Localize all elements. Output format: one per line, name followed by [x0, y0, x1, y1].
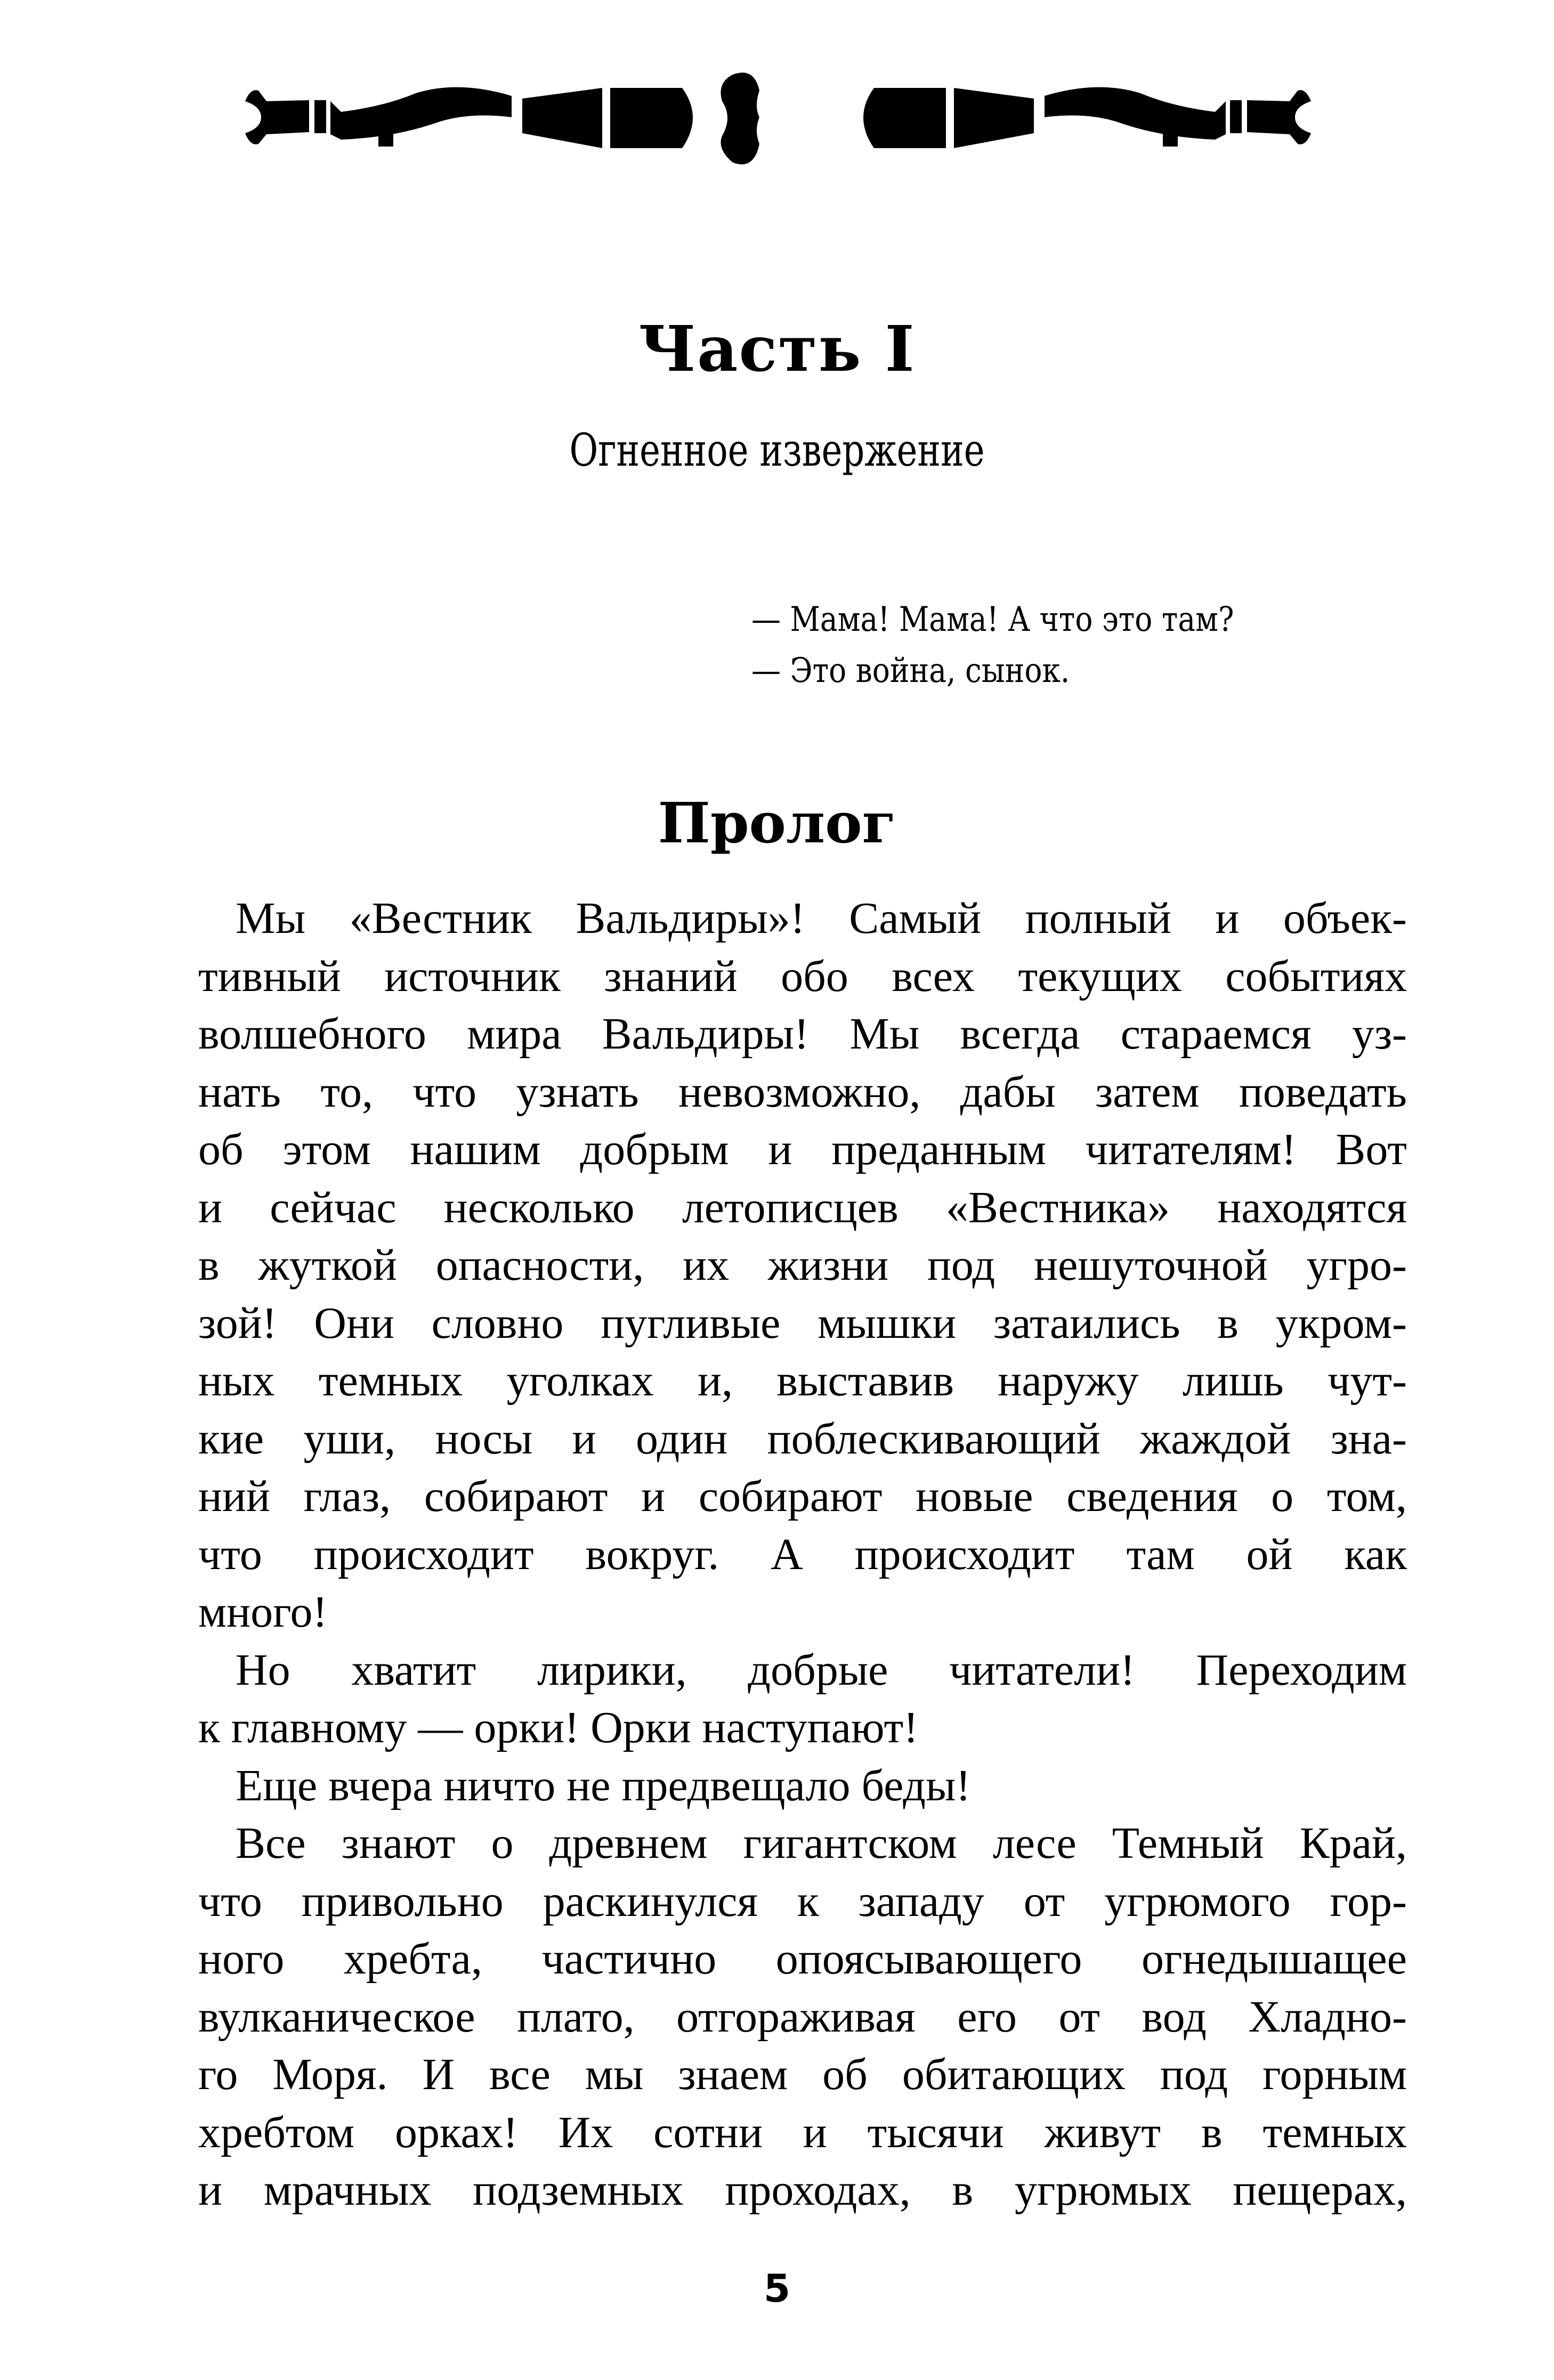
- text-line: тивный источник знаний обо всех текущих событиях: [198, 951, 1407, 1001]
- text-line: что привольно раскинулся к западу от угрюмого гор-: [198, 1876, 1407, 1926]
- text-line: ний глаз, собирают и собирают новые сведения о том,: [198, 1472, 1407, 1521]
- body-text: [198, 890, 1407, 2220]
- epigraph-line: — Это война, сынок.: [751, 651, 1070, 691]
- epigraph: [751, 594, 1347, 696]
- decorative-ornament-icon: [234, 69, 1322, 165]
- text-line: и сейчас несколько летописцев «Вестника» находятся: [198, 1182, 1407, 1232]
- text-line: Все знают о древнем гигантском лесе Темный Край,: [236, 1818, 1407, 1868]
- chapter-title: Пролог: [658, 790, 896, 856]
- text-line: волшебного мира Вальдиры! Мы всегда стараемся уз-: [198, 1009, 1407, 1059]
- text-line: что происходит вокруг. А происходит там ой как: [198, 1529, 1407, 1579]
- text-line: ного хребта, частично опоясывающего огнедышащее: [198, 1934, 1407, 1984]
- text-line: нать то, что узнать невозможно, дабы затем поведать: [198, 1067, 1407, 1117]
- text-line: кие уши, носы и один поблескивающий жаждой зна-: [198, 1414, 1407, 1464]
- text-line: Еще вчера ничто не предвещало беды!: [236, 1760, 971, 1810]
- text-line: к главному — орки! Орки наступают!: [198, 1703, 919, 1752]
- text-line: в жуткой опасности, их жизни под нешуточной угро-: [198, 1240, 1407, 1290]
- text-line: хребтом орках! Их сотни и тысячи живут в темных: [198, 2107, 1407, 2157]
- text-line: ных темных уголках и, выставив наружу лишь чут-: [198, 1356, 1407, 1406]
- page-number: 5: [763, 2266, 791, 2311]
- text-line: много!: [198, 1587, 328, 1637]
- part-subtitle: Огненное извержение: [569, 424, 985, 476]
- text-line: зой! Они словно пугливые мышки затаились в укром-: [198, 1298, 1407, 1348]
- text-line: об этом нашим добрым и преданным читателям! Вот: [198, 1125, 1407, 1174]
- epigraph-line: — Мама! Мама! А что это там?: [751, 600, 1234, 639]
- text-line: Но хватит лирики, добрые читатели! Переходим: [236, 1645, 1407, 1695]
- text-line: Мы «Вестник Вальдиры»! Самый полный и объек-: [236, 893, 1407, 943]
- text-line: вулканическое плато, отгораживая его от вод Хладно-: [198, 1992, 1407, 2042]
- text-line: и мрачных подземных проходах, в угрюмых пещерах,: [198, 2165, 1407, 2215]
- text-line: го Моря. И все мы знаем об обитающих под горным: [198, 2050, 1407, 2099]
- part-title: Часть I: [638, 312, 916, 386]
